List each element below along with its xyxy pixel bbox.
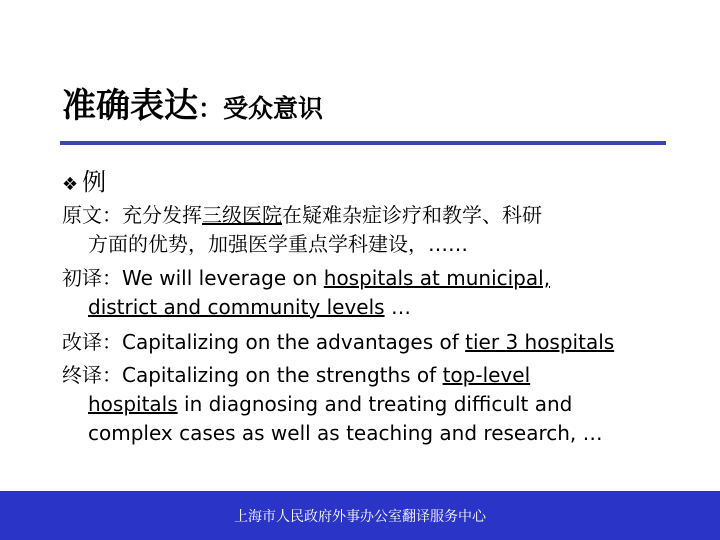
final-underlined-term-1: top-level: [442, 363, 531, 387]
title-divider: [60, 141, 666, 145]
final-line-3: complex cases as well as teaching and research, …: [88, 421, 603, 445]
first-line2-text-b: …: [384, 295, 411, 319]
footer-text: 上海市人民政府外事办公室翻译服务中心: [234, 508, 486, 525]
revised-translation-block: [62, 328, 662, 357]
original-line1-text-b: 在疑难杂症诊疗和教学、科研: [282, 203, 542, 227]
final-translation-block: [62, 361, 662, 448]
title-sub: ：受众意识: [198, 94, 324, 123]
original-label: 原文：: [62, 203, 122, 227]
footer-bar: [0, 491, 720, 540]
first-underlined-term-2: district and community levels: [88, 295, 385, 319]
revised-line-1: [62, 328, 662, 357]
first-line-2: [62, 293, 662, 322]
first-label: 初译：: [62, 266, 122, 290]
final-underlined-term-2: hospitals: [88, 392, 178, 416]
final-line-2: [62, 390, 662, 419]
example-label: 例: [82, 168, 107, 196]
diamond-bullet-icon: ❖: [62, 174, 79, 195]
revised-label: 改译：: [62, 330, 122, 354]
original-line-2: 方面的优势，加强医学重点学科建设，……: [88, 232, 468, 256]
final-label: 终译：: [62, 363, 122, 387]
title-main: 准确表达: [62, 86, 198, 126]
final-line2-text-b: in diagnosing and treating difficult and: [177, 392, 573, 416]
first-line-1: [62, 264, 662, 293]
slide-title: [62, 78, 323, 127]
original-line-1: [62, 201, 662, 230]
first-underlined-term-1: hospitals at municipal,: [323, 266, 551, 290]
final-line1-text-a: Capitalizing on the strengths of: [122, 363, 443, 387]
first-line1-text-a: We will leverage on: [122, 266, 324, 290]
original-text-block: [62, 201, 662, 259]
final-line-1: [62, 361, 662, 390]
original-underlined-term: 三级医院: [202, 203, 282, 227]
first-translation-block: [62, 264, 662, 322]
revised-underlined-term: tier 3 hospitals: [465, 330, 615, 354]
revised-text-a: Capitalizing on the advantages of: [122, 330, 466, 354]
example-bullet: [62, 162, 106, 197]
original-line1-text-a: 充分发挥: [122, 203, 202, 227]
